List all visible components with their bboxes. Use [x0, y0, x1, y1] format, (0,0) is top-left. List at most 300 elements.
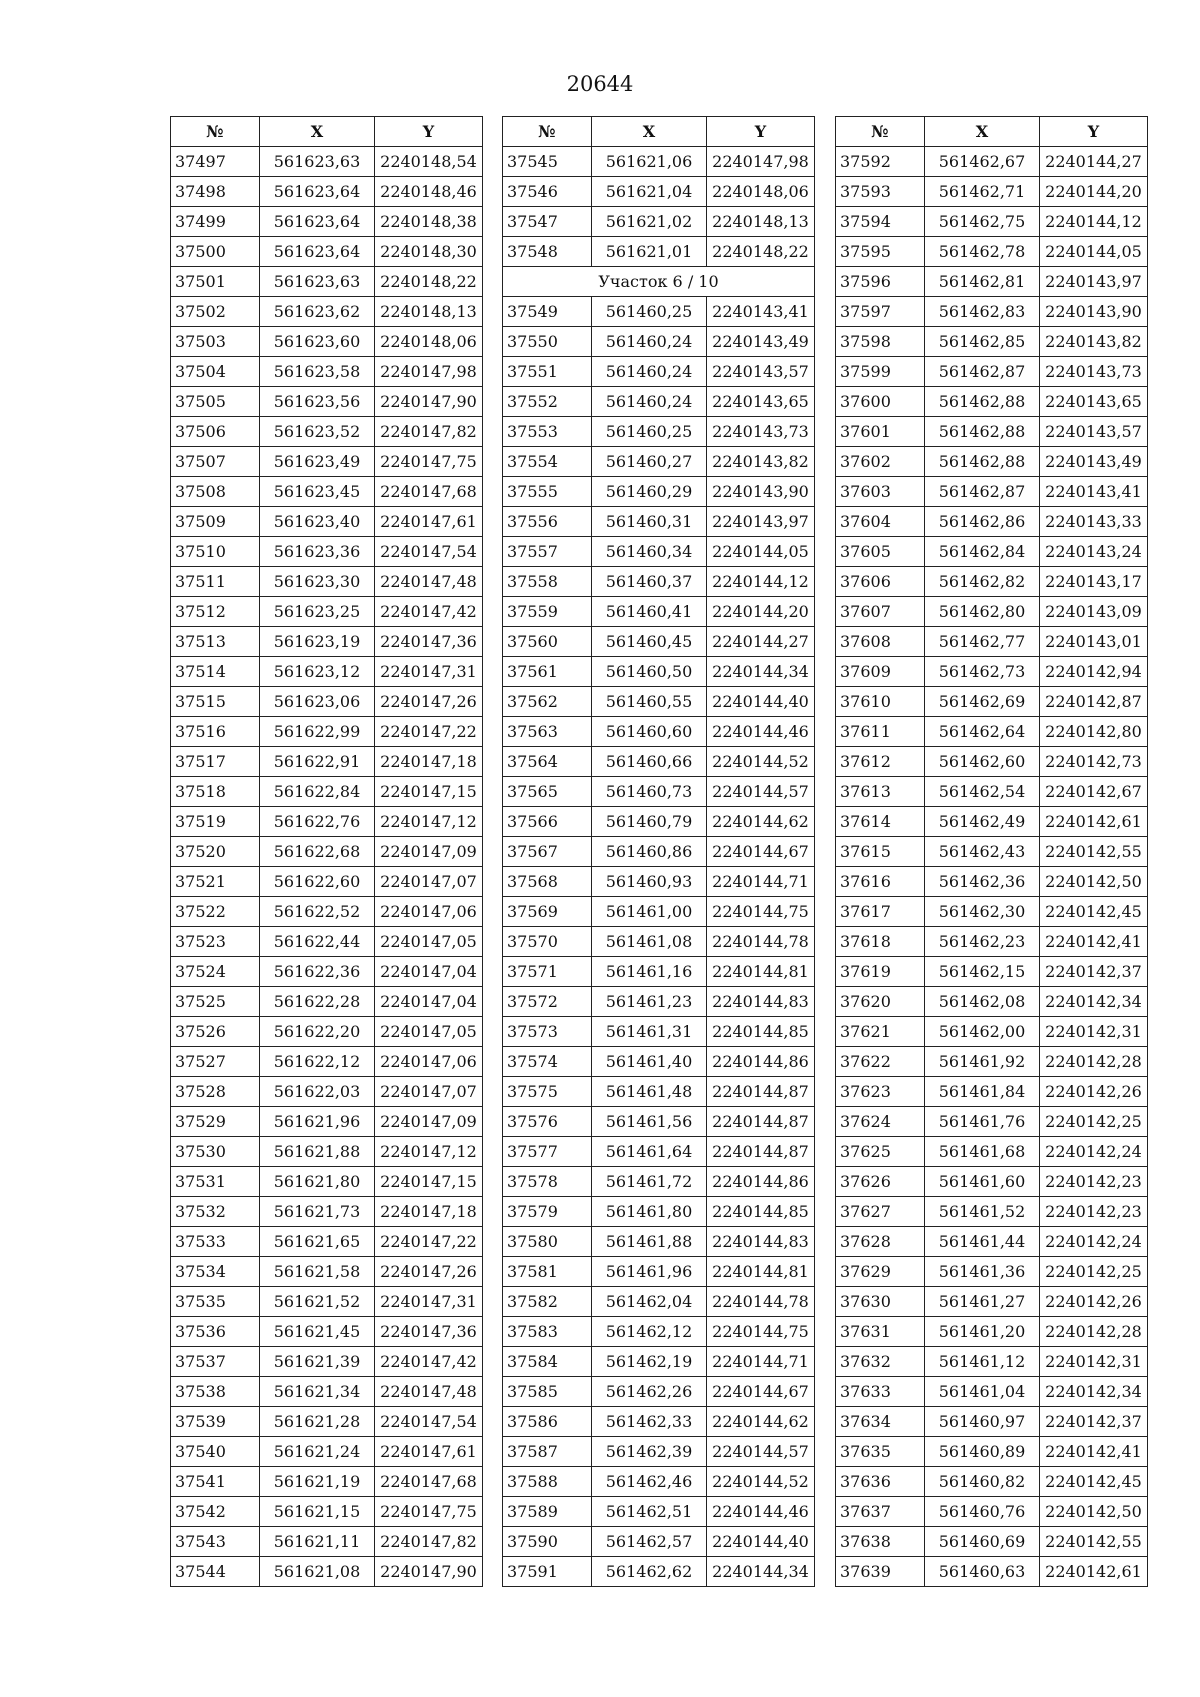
- table-row: [171, 477, 483, 507]
- x-coordinate-cell: 561460,79: [592, 807, 707, 837]
- table-row: [503, 1137, 815, 1167]
- x-coordinate-cell: 561621,01: [592, 237, 707, 267]
- x-coordinate-cell: 561460,66: [592, 747, 707, 777]
- y-coordinate-cell: 2240144,52: [707, 747, 815, 777]
- x-coordinate-cell: 561462,33: [592, 1407, 707, 1437]
- point-number-cell: 37524: [171, 957, 260, 987]
- y-coordinate-cell: 2240142,87: [1040, 687, 1148, 717]
- y-coordinate-cell: 2240144,57: [707, 777, 815, 807]
- table-row: [503, 387, 815, 417]
- point-number-cell: 37565: [503, 777, 592, 807]
- point-number-cell: 37552: [503, 387, 592, 417]
- table-row: [836, 447, 1148, 477]
- x-coordinate-cell: 561461,20: [925, 1317, 1040, 1347]
- point-number-cell: 37628: [836, 1227, 925, 1257]
- table-row: [171, 177, 483, 207]
- point-number-cell: 37634: [836, 1407, 925, 1437]
- x-coordinate-cell: 561460,89: [925, 1437, 1040, 1467]
- point-number-cell: 37592: [836, 147, 925, 177]
- point-number-cell: 37582: [503, 1287, 592, 1317]
- table-row: [171, 987, 483, 1017]
- point-number-cell: 37636: [836, 1467, 925, 1497]
- y-coordinate-cell: 2240142,94: [1040, 657, 1148, 687]
- table-row: [503, 297, 815, 327]
- point-number-cell: 37578: [503, 1167, 592, 1197]
- x-coordinate-cell: 561460,55: [592, 687, 707, 717]
- point-number-cell: 37595: [836, 237, 925, 267]
- x-coordinate-cell: 561461,16: [592, 957, 707, 987]
- y-coordinate-cell: 2240147,07: [375, 867, 483, 897]
- x-coordinate-cell: 561460,97: [925, 1407, 1040, 1437]
- x-coordinate-cell: 561461,60: [925, 1167, 1040, 1197]
- table-row: [171, 657, 483, 687]
- table-row: [171, 867, 483, 897]
- y-coordinate-cell: 2240142,25: [1040, 1107, 1148, 1137]
- point-number-cell: 37606: [836, 567, 925, 597]
- x-coordinate-cell: 561462,57: [592, 1527, 707, 1557]
- table-body: [503, 147, 815, 1587]
- point-number-cell: 37597: [836, 297, 925, 327]
- x-coordinate-cell: 561462,08: [925, 987, 1040, 1017]
- table-row: [503, 237, 815, 267]
- point-number-cell: 37615: [836, 837, 925, 867]
- table-row: [836, 1077, 1148, 1107]
- y-coordinate-cell: 2240144,86: [707, 1167, 815, 1197]
- point-number-cell: 37562: [503, 687, 592, 717]
- y-coordinate-cell: 2240142,31: [1040, 1347, 1148, 1377]
- table-row: [503, 1407, 815, 1437]
- point-number-cell: 37528: [171, 1077, 260, 1107]
- point-number-cell: 37574: [503, 1047, 592, 1077]
- table-row: [171, 777, 483, 807]
- x-coordinate-cell: 561623,25: [260, 597, 375, 627]
- point-number-cell: 37608: [836, 627, 925, 657]
- y-coordinate-cell: 2240147,75: [375, 447, 483, 477]
- table-row: [836, 1017, 1148, 1047]
- point-number-cell: 37576: [503, 1107, 592, 1137]
- y-coordinate-cell: 2240147,42: [375, 1347, 483, 1377]
- table-row: [171, 207, 483, 237]
- table-row: [836, 1407, 1148, 1437]
- point-number-cell: 37616: [836, 867, 925, 897]
- y-coordinate-cell: 2240144,81: [707, 1257, 815, 1287]
- x-coordinate-cell: 561623,64: [260, 207, 375, 237]
- x-coordinate-cell: 561621,80: [260, 1167, 375, 1197]
- point-number-cell: 37624: [836, 1107, 925, 1137]
- coordinates-table-2: [502, 116, 815, 1587]
- point-number-cell: 37513: [171, 627, 260, 657]
- x-coordinate-cell: 561460,86: [592, 837, 707, 867]
- y-coordinate-cell: 2240147,75: [375, 1497, 483, 1527]
- x-coordinate-cell: 561623,45: [260, 477, 375, 507]
- x-coordinate-cell: 561460,93: [592, 867, 707, 897]
- x-coordinate-cell: 561623,63: [260, 147, 375, 177]
- y-coordinate-cell: 2240142,55: [1040, 1527, 1148, 1557]
- y-coordinate-cell: 2240143,73: [1040, 357, 1148, 387]
- y-coordinate-cell: 2240142,34: [1040, 1377, 1148, 1407]
- point-number-cell: 37633: [836, 1377, 925, 1407]
- y-coordinate-cell: 2240142,80: [1040, 717, 1148, 747]
- x-coordinate-cell: 561623,64: [260, 177, 375, 207]
- table-row: [836, 1257, 1148, 1287]
- table-row: [836, 357, 1148, 387]
- point-number-cell: 37619: [836, 957, 925, 987]
- table-row: [836, 327, 1148, 357]
- table-row: [836, 507, 1148, 537]
- point-number-cell: 37530: [171, 1137, 260, 1167]
- y-coordinate-cell: 2240147,68: [375, 1467, 483, 1497]
- point-number-cell: 37540: [171, 1437, 260, 1467]
- x-coordinate-cell: 561462,88: [925, 447, 1040, 477]
- point-number-cell: 37585: [503, 1377, 592, 1407]
- point-number-cell: 37617: [836, 897, 925, 927]
- header-number: №: [836, 117, 925, 147]
- y-coordinate-cell: 2240144,78: [707, 927, 815, 957]
- y-coordinate-cell: 2240147,04: [375, 957, 483, 987]
- x-coordinate-cell: 561462,87: [925, 477, 1040, 507]
- point-number-cell: 37507: [171, 447, 260, 477]
- y-coordinate-cell: 2240147,36: [375, 1317, 483, 1347]
- x-coordinate-cell: 561621,08: [260, 1557, 375, 1587]
- y-coordinate-cell: 2240147,26: [375, 1257, 483, 1287]
- y-coordinate-cell: 2240142,26: [1040, 1077, 1148, 1107]
- point-number-cell: 37515: [171, 687, 260, 717]
- table-row: [503, 1497, 815, 1527]
- table-body: [836, 147, 1148, 1587]
- point-number-cell: 37626: [836, 1167, 925, 1197]
- y-coordinate-cell: 2240147,15: [375, 1167, 483, 1197]
- x-coordinate-cell: 561462,54: [925, 777, 1040, 807]
- x-coordinate-cell: 561622,68: [260, 837, 375, 867]
- y-coordinate-cell: 2240147,82: [375, 417, 483, 447]
- point-number-cell: 37512: [171, 597, 260, 627]
- y-coordinate-cell: 2240148,06: [707, 177, 815, 207]
- table-row: [503, 597, 815, 627]
- table-row: [171, 1077, 483, 1107]
- x-coordinate-cell: 561462,78: [925, 237, 1040, 267]
- table-row: [171, 567, 483, 597]
- x-coordinate-cell: 561462,00: [925, 1017, 1040, 1047]
- point-number-cell: 37557: [503, 537, 592, 567]
- point-number-cell: 37620: [836, 987, 925, 1017]
- table-row: [836, 1527, 1148, 1557]
- header-row: [171, 117, 483, 147]
- x-coordinate-cell: 561621,28: [260, 1407, 375, 1437]
- y-coordinate-cell: 2240147,09: [375, 837, 483, 867]
- y-coordinate-cell: 2240143,65: [1040, 387, 1148, 417]
- table-row: [171, 357, 483, 387]
- x-coordinate-cell: 561623,60: [260, 327, 375, 357]
- x-coordinate-cell: 561460,24: [592, 327, 707, 357]
- y-coordinate-cell: 2240142,61: [1040, 807, 1148, 837]
- coordinates-table-3: [835, 116, 1148, 1587]
- point-number-cell: 37509: [171, 507, 260, 537]
- table-row: [171, 1317, 483, 1347]
- y-coordinate-cell: 2240143,41: [707, 297, 815, 327]
- y-coordinate-cell: 2240147,12: [375, 807, 483, 837]
- table-row: [836, 1557, 1148, 1587]
- table-row: [503, 657, 815, 687]
- table-row: [836, 297, 1148, 327]
- table-row: [503, 1047, 815, 1077]
- x-coordinate-cell: 561622,76: [260, 807, 375, 837]
- table-row: [836, 1197, 1148, 1227]
- point-number-cell: 37548: [503, 237, 592, 267]
- table-row: [171, 1467, 483, 1497]
- point-number-cell: 37504: [171, 357, 260, 387]
- point-number-cell: 37611: [836, 717, 925, 747]
- y-coordinate-cell: 2240143,97: [707, 507, 815, 537]
- y-coordinate-cell: 2240147,68: [375, 477, 483, 507]
- table-row: [503, 477, 815, 507]
- table-row: [836, 1137, 1148, 1167]
- point-number-cell: 37527: [171, 1047, 260, 1077]
- table-row: [836, 957, 1148, 987]
- y-coordinate-cell: 2240147,31: [375, 657, 483, 687]
- x-coordinate-cell: 561462,82: [925, 567, 1040, 597]
- point-number-cell: 37514: [171, 657, 260, 687]
- point-number-cell: 37538: [171, 1377, 260, 1407]
- point-number-cell: 37604: [836, 507, 925, 537]
- x-coordinate-cell: 561462,62: [592, 1557, 707, 1587]
- y-coordinate-cell: 2240144,40: [707, 1527, 815, 1557]
- y-coordinate-cell: 2240148,22: [707, 237, 815, 267]
- table-row: [171, 1227, 483, 1257]
- point-number-cell: 37567: [503, 837, 592, 867]
- table-row: [836, 897, 1148, 927]
- x-coordinate-cell: 561461,88: [592, 1227, 707, 1257]
- table-row: [503, 807, 815, 837]
- y-coordinate-cell: 2240143,82: [707, 447, 815, 477]
- x-coordinate-cell: 561623,12: [260, 657, 375, 687]
- x-coordinate-cell: 561460,82: [925, 1467, 1040, 1497]
- y-coordinate-cell: 2240144,85: [707, 1197, 815, 1227]
- point-number-cell: 37577: [503, 1137, 592, 1167]
- point-number-cell: 37618: [836, 927, 925, 957]
- x-coordinate-cell: 561621,96: [260, 1107, 375, 1137]
- x-coordinate-cell: 561622,99: [260, 717, 375, 747]
- y-coordinate-cell: 2240142,25: [1040, 1257, 1148, 1287]
- header-row: [503, 117, 815, 147]
- table-row: [836, 477, 1148, 507]
- point-number-cell: 37520: [171, 837, 260, 867]
- table-row: [503, 687, 815, 717]
- point-number-cell: 37501: [171, 267, 260, 297]
- y-coordinate-cell: 2240144,87: [707, 1137, 815, 1167]
- point-number-cell: 37561: [503, 657, 592, 687]
- y-coordinate-cell: 2240144,83: [707, 987, 815, 1017]
- point-number-cell: 37572: [503, 987, 592, 1017]
- table-row: [171, 1137, 483, 1167]
- table-row: [503, 717, 815, 747]
- point-number-cell: 37554: [503, 447, 592, 477]
- x-coordinate-cell: 561461,23: [592, 987, 707, 1017]
- point-number-cell: 37518: [171, 777, 260, 807]
- table-row: [503, 207, 815, 237]
- table-row: [503, 1017, 815, 1047]
- x-coordinate-cell: 561622,36: [260, 957, 375, 987]
- x-coordinate-cell: 561461,36: [925, 1257, 1040, 1287]
- y-coordinate-cell: 2240147,18: [375, 747, 483, 777]
- point-number-cell: 37613: [836, 777, 925, 807]
- table-row: [171, 1017, 483, 1047]
- y-coordinate-cell: 2240144,71: [707, 1347, 815, 1377]
- point-number-cell: 37516: [171, 717, 260, 747]
- x-coordinate-cell: 561462,60: [925, 747, 1040, 777]
- point-number-cell: 37602: [836, 447, 925, 477]
- table-row: [836, 927, 1148, 957]
- y-coordinate-cell: 2240142,41: [1040, 927, 1148, 957]
- x-coordinate-cell: 561460,60: [592, 717, 707, 747]
- x-coordinate-cell: 561460,76: [925, 1497, 1040, 1527]
- point-number-cell: 37573: [503, 1017, 592, 1047]
- y-coordinate-cell: 2240142,73: [1040, 747, 1148, 777]
- table-row: [503, 1557, 815, 1587]
- header-x: X: [925, 117, 1040, 147]
- y-coordinate-cell: 2240142,28: [1040, 1317, 1148, 1347]
- header-x: X: [592, 117, 707, 147]
- y-coordinate-cell: 2240144,27: [707, 627, 815, 657]
- x-coordinate-cell: 561462,51: [592, 1497, 707, 1527]
- point-number-cell: 37502: [171, 297, 260, 327]
- table-row: [171, 1407, 483, 1437]
- y-coordinate-cell: 2240142,31: [1040, 1017, 1148, 1047]
- point-number-cell: 37500: [171, 237, 260, 267]
- y-coordinate-cell: 2240144,67: [707, 1377, 815, 1407]
- table-row: [836, 867, 1148, 897]
- table-row: [836, 1437, 1148, 1467]
- x-coordinate-cell: 561462,43: [925, 837, 1040, 867]
- x-coordinate-cell: 561461,92: [925, 1047, 1040, 1077]
- point-number-cell: 37566: [503, 807, 592, 837]
- y-coordinate-cell: 2240144,67: [707, 837, 815, 867]
- table-row: [836, 537, 1148, 567]
- table-row: [503, 1377, 815, 1407]
- point-number-cell: 37563: [503, 717, 592, 747]
- point-number-cell: 37598: [836, 327, 925, 357]
- header-number: №: [171, 117, 260, 147]
- table-row: [836, 237, 1148, 267]
- y-coordinate-cell: 2240147,48: [375, 1377, 483, 1407]
- point-number-cell: 37549: [503, 297, 592, 327]
- table-row: [503, 1227, 815, 1257]
- y-coordinate-cell: 2240142,37: [1040, 1407, 1148, 1437]
- table-row: [836, 1467, 1148, 1497]
- table-row: [171, 1437, 483, 1467]
- x-coordinate-cell: 561462,77: [925, 627, 1040, 657]
- y-coordinate-cell: 2240147,05: [375, 1017, 483, 1047]
- table-row: [171, 1197, 483, 1227]
- x-coordinate-cell: 561460,25: [592, 417, 707, 447]
- x-coordinate-cell: 561462,73: [925, 657, 1040, 687]
- point-number-cell: 37559: [503, 597, 592, 627]
- point-number-cell: 37534: [171, 1257, 260, 1287]
- table-row: [503, 567, 815, 597]
- y-coordinate-cell: 2240143,65: [707, 387, 815, 417]
- x-coordinate-cell: 561461,27: [925, 1287, 1040, 1317]
- point-number-cell: 37526: [171, 1017, 260, 1047]
- table-row: [171, 447, 483, 477]
- header-y: Y: [1040, 117, 1148, 147]
- table-row: [503, 357, 815, 387]
- x-coordinate-cell: 561460,63: [925, 1557, 1040, 1587]
- x-coordinate-cell: 561623,49: [260, 447, 375, 477]
- y-coordinate-cell: 2240144,57: [707, 1437, 815, 1467]
- y-coordinate-cell: 2240142,26: [1040, 1287, 1148, 1317]
- y-coordinate-cell: 2240144,75: [707, 1317, 815, 1347]
- y-coordinate-cell: 2240147,48: [375, 567, 483, 597]
- x-coordinate-cell: 561623,30: [260, 567, 375, 597]
- point-number-cell: 37522: [171, 897, 260, 927]
- y-coordinate-cell: 2240148,22: [375, 267, 483, 297]
- y-coordinate-cell: 2240143,97: [1040, 267, 1148, 297]
- x-coordinate-cell: 561622,84: [260, 777, 375, 807]
- point-number-cell: 37583: [503, 1317, 592, 1347]
- x-coordinate-cell: 561461,56: [592, 1107, 707, 1137]
- point-number-cell: 37586: [503, 1407, 592, 1437]
- point-number-cell: 37625: [836, 1137, 925, 1167]
- header-row: [836, 117, 1148, 147]
- y-coordinate-cell: 2240142,23: [1040, 1167, 1148, 1197]
- y-coordinate-cell: 2240147,98: [707, 147, 815, 177]
- x-coordinate-cell: 561460,24: [592, 357, 707, 387]
- y-coordinate-cell: 2240143,90: [1040, 297, 1148, 327]
- point-number-cell: 37543: [171, 1527, 260, 1557]
- y-coordinate-cell: 2240142,50: [1040, 1497, 1148, 1527]
- x-coordinate-cell: 561460,45: [592, 627, 707, 657]
- table-row: [836, 747, 1148, 777]
- y-coordinate-cell: 2240144,87: [707, 1077, 815, 1107]
- table-row: [836, 567, 1148, 597]
- table-row: [503, 1167, 815, 1197]
- point-number-cell: 37508: [171, 477, 260, 507]
- y-coordinate-cell: 2240143,49: [1040, 447, 1148, 477]
- x-coordinate-cell: 561622,03: [260, 1077, 375, 1107]
- table-row: [171, 417, 483, 447]
- point-number-cell: 37558: [503, 567, 592, 597]
- y-coordinate-cell: 2240147,04: [375, 987, 483, 1017]
- coordinates-table-1: [170, 116, 483, 1587]
- y-coordinate-cell: 2240147,09: [375, 1107, 483, 1137]
- x-coordinate-cell: 561460,29: [592, 477, 707, 507]
- point-number-cell: 37535: [171, 1287, 260, 1317]
- y-coordinate-cell: 2240144,87: [707, 1107, 815, 1137]
- table-row: [171, 147, 483, 177]
- table-row: [836, 147, 1148, 177]
- x-coordinate-cell: 561621,06: [592, 147, 707, 177]
- table-row: [503, 777, 815, 807]
- table-row: [503, 1077, 815, 1107]
- table-row: [171, 1347, 483, 1377]
- x-coordinate-cell: 561623,36: [260, 537, 375, 567]
- table-row: [503, 1257, 815, 1287]
- point-number-cell: 37532: [171, 1197, 260, 1227]
- table-row: [503, 147, 815, 177]
- point-number-cell: 37564: [503, 747, 592, 777]
- y-coordinate-cell: 2240143,01: [1040, 627, 1148, 657]
- section-label: Участок 6 / 10: [503, 267, 815, 297]
- point-number-cell: 37536: [171, 1317, 260, 1347]
- table-row: [836, 1497, 1148, 1527]
- x-coordinate-cell: 561462,30: [925, 897, 1040, 927]
- point-number-cell: 37556: [503, 507, 592, 537]
- x-coordinate-cell: 561462,85: [925, 327, 1040, 357]
- y-coordinate-cell: 2240144,46: [707, 717, 815, 747]
- y-coordinate-cell: 2240142,28: [1040, 1047, 1148, 1077]
- y-coordinate-cell: 2240147,18: [375, 1197, 483, 1227]
- point-number-cell: 37499: [171, 207, 260, 237]
- point-number-cell: 37545: [503, 147, 592, 177]
